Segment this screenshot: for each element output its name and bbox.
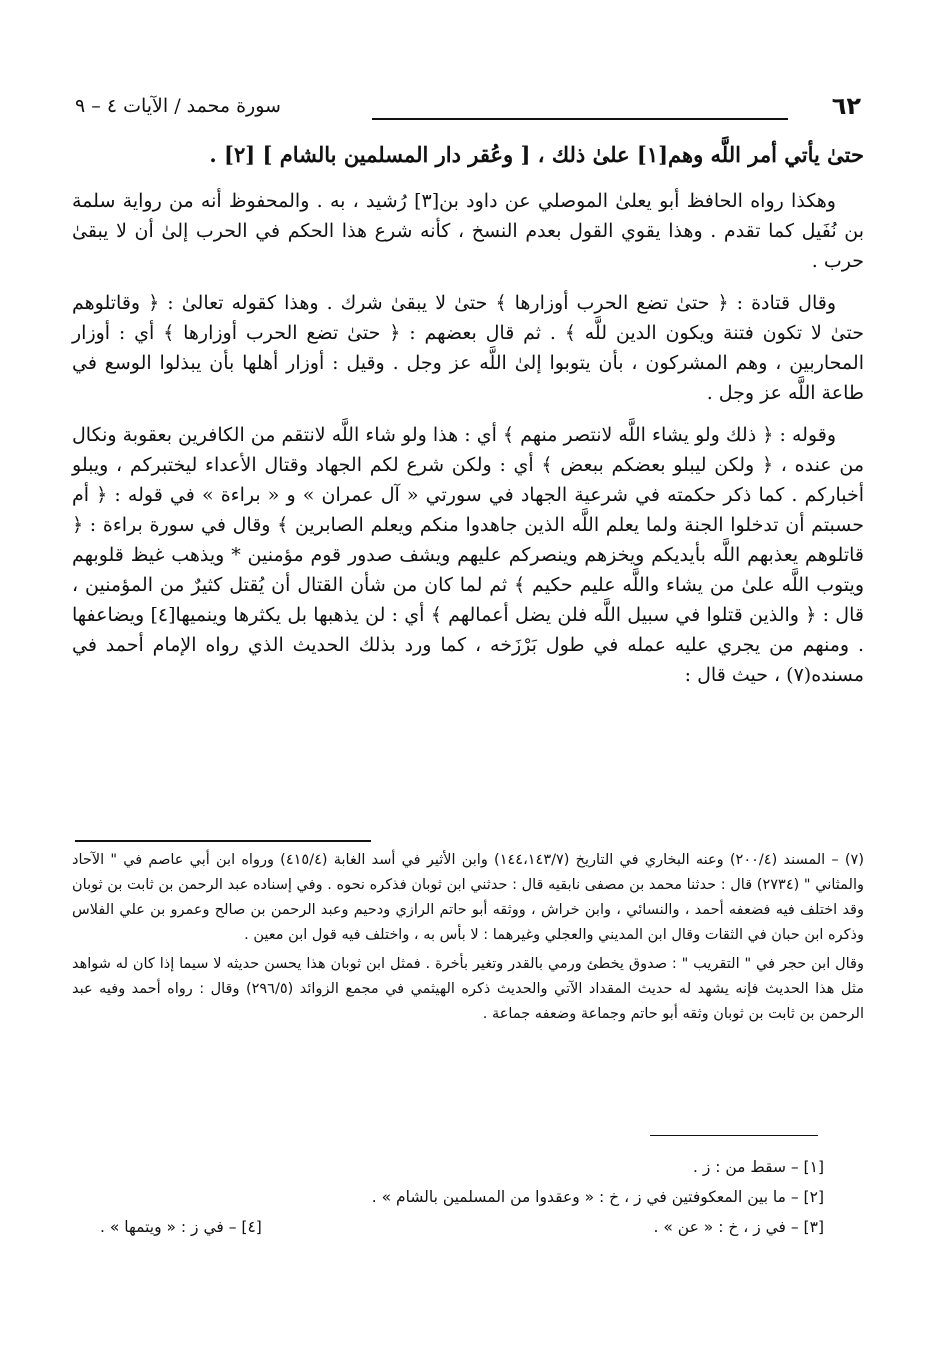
critical-apparatus <box>100 1152 824 1242</box>
apparatus-note-4: [٤] – في ز : « ويتمها » . <box>100 1218 262 1236</box>
apparatus-row-3-4 <box>100 1212 824 1242</box>
apparatus-note-3: [٣] – في ز ، خ : « عن » . <box>653 1218 824 1236</box>
apparatus-separator <box>650 1135 818 1136</box>
apparatus-note-2: [٢] – ما بين المعكوفتين في ز ، خ : « وعقدوا من المسلمين بالشام » . <box>371 1188 824 1206</box>
apparatus-note-1: [١] – سقط من : ز . <box>692 1158 824 1176</box>
running-head: سورة محمد / الآيات ٤ – ٩ <box>75 95 281 117</box>
paragraph-2: وهكذا رواه الحافظ أبو يعلىٰ الموصلي عن داود بن[٣] رُشيد ، به . والمحفوظ أنه من رواية سلمة بن نُفَيل كما تقدم . وهذا يقوي القول بعدم النسخ ، كأنه شرع هذا الحكم في الحرب إلىٰ أن لا يبقىٰ حرب . <box>72 190 864 272</box>
footnote-separator <box>75 840 371 842</box>
paragraph-3: وقال قتادة : ﴿ حتىٰ تضع الحرب أوزارها ﴾ حتىٰ لا يبقىٰ شرك . وهذا كقوله تعالىٰ : ﴿ وقاتلوهم حتىٰ لا تكون فتنة ويكون الدين للَّه ﴾ . ثم قال بعضهم : ﴿ حتىٰ تضع الحرب أوزارها ﴾ أي : أوزار المحاربين ، وهم المشركون ، بأن يتوبوا إلىٰ اللَّه عز وجل . وقيل : أوزار أهلها بأن يبذلوا الوسع في طاعة اللَّه عز وجل . <box>72 292 864 404</box>
page-header <box>75 86 861 126</box>
paragraph-4: وقوله : ﴿ ذلك ولو يشاء اللَّه لانتصر منهم ﴾ أي : هذا ولو شاء اللَّه لانتقم من الكافرين بعقوبة ونكال من عنده ، ﴿ ولكن ليبلو بعضكم ببعض ﴾ أي : ولكن شرع لكم الجهاد وقتال الأعداء ليختبركم ، ويبلو أخباركم . كما ذكر حكمته في شرعية الجهاد في سورتي « آل عمران » و « براءة » في قوله : ﴿ أم حسبتم أن تدخلوا الجنة ولما يعلم اللَّه الذين جاهدوا منكم ويعلم الصابرين ﴾ وقال في سورة براءة : ﴿ قاتلوهم يعذبهم اللَّه بأيديكم ويخزهم وينصركم عليهم ويشف صدور قوم مؤمنين * ويذهب غيظ قلوبهم ويتوب اللَّه علىٰ من يشاء واللَّه عليم حكيم ﴾ ثم لما كان من شأن القتال أن يُقتل كثيرٌ من المؤمنين ، قال : ﴿ والذين قتلوا في سبيل اللَّه فلن يضل أعمالهم ﴾ أي : لن يذهبها بل يكثرها وينميها[٤] ويضاعفها . ومنهم من يجري عليه عمله في طول بَرْزَخه ، كما ورد بذلك الحديث الذي رواه الإمام أحمد في مسنده(٧) ، حيث قال : <box>72 424 864 686</box>
paragraph-1: حتىٰ يأتي أمر اللَّه وهم[١] علىٰ ذلك ، [ وعُقر دار المسلمين بالشام ] [٢] . <box>209 142 864 167</box>
page-number: ٦٢ <box>831 92 861 120</box>
footnote-7-part-2: وقال ابن حجر في " التقريب " : صدوق يخطئ ورمي بالقدر وتغير بأخرة . فمثل ابن ثوبان هذا يحسن حديثه لا سيما إذا كان له شواهد مثل هذا الحديث فإنه يشهد له حديث المقداد الآتي والحديث ذكره الهيثمي في مجمع الزوائد (٢٩٦/٥) وقال : رواه أحمد وفيه عبد الرحمن بن ثابت بن ثوبان وثقه أبو حاتم وجماعة وضعفه جماعة . <box>72 956 865 1022</box>
header-rule <box>372 118 788 120</box>
main-text <box>72 138 864 702</box>
footnotes <box>72 848 864 1031</box>
footnote-7-part-1: (٧) – المسند (٢٠٠/٤) وعنه البخاري في التاريخ (١٤٤،١٤٣/٧) وابن الأثير في أسد الغابة (٤١٥/٤) ورواه ابن أبي عاصم في " الآحاد والمثاني " (٢٧٣٤) قال : حدثنا محمد بن مصفى نابقيه قال : حدثني ابن ثوبان فذكره نحوه . وفي إسناده عبد الرحمن بن ثابت بن ثوبان وقد اختلف فيه فضعفه أحمد ، والنسائي ، وابن خراش ، ووثقه أبو حاتم الرازي ودحيم وعبد الرحمن بن صالح وعمرو بن علي الفلاس وذكره ابن حبان في الثقات وقال ابن المديني والعجلي وغيرهما : لا بأس به ، واختلف فيه قول ابن معين . <box>72 852 864 943</box>
